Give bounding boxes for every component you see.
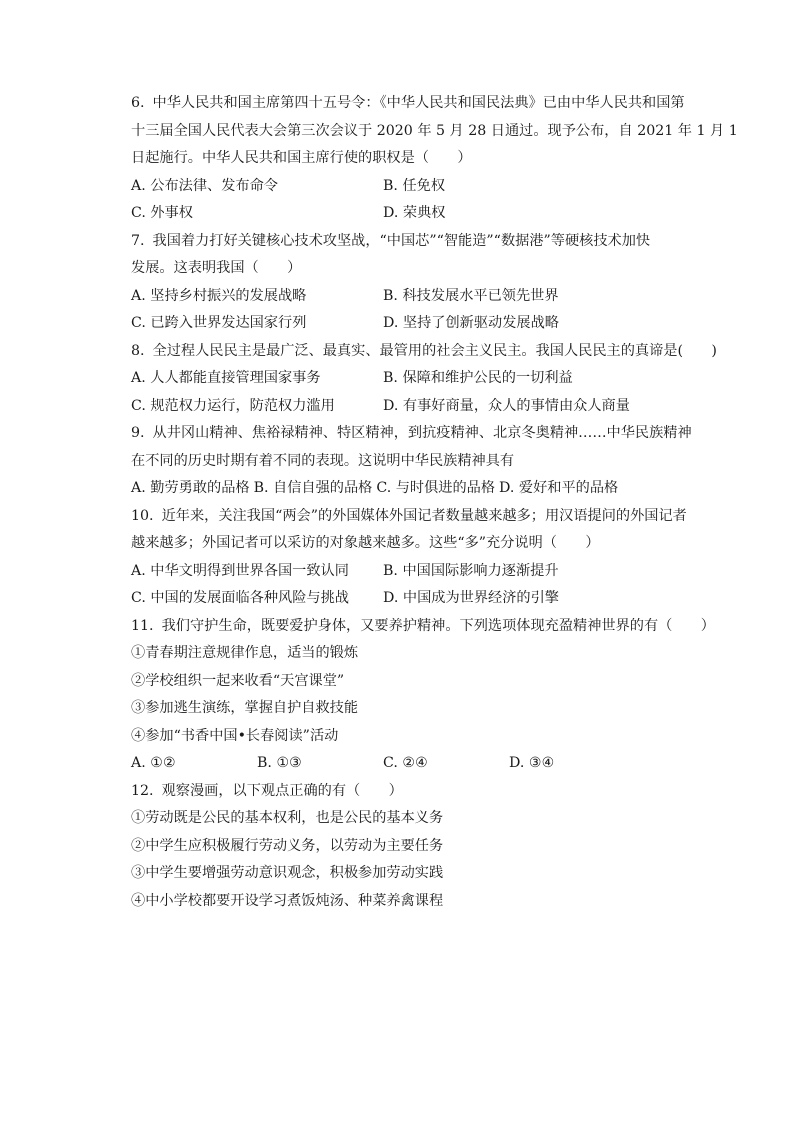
question-text: 十三届全国人民代表大会第三次会议于 2020 年 5 月 28 日通过。现予公布，自 2021 年 1 月 1 [131, 122, 738, 139]
question-number: 10. [131, 507, 154, 524]
question-6 [131, 90, 738, 228]
statement-item: ②中学生应积极履行劳动义务，以劳动为主要任务 [131, 837, 444, 854]
question-text: 越来越多；外国记者可以采访的对象越来越多。这些“多”充分说明（ ） [131, 535, 600, 551]
option-c[interactable]: C. ②④ [383, 755, 428, 771]
statement-item: ③中学生要增强劳动意识观念，积极参加劳动实践 [131, 865, 444, 881]
question-8 [131, 338, 717, 421]
option-a[interactable]: A. ①② [131, 755, 176, 771]
question-text: 全过程人民民主是最广泛、最真实、最管用的社会主义民主。我国人民民主的真谛是( ) [152, 342, 717, 359]
question-12 [131, 778, 701, 916]
question-7 [131, 228, 701, 338]
option-b[interactable]: B. 中国国际影响力逐渐提升 [383, 562, 559, 579]
option-a[interactable]: A. 人人都能直接管理国家事务 [131, 370, 321, 386]
option-row [131, 283, 701, 311]
option-a[interactable]: A. 公布法律、发布命令 [131, 177, 278, 194]
option-a[interactable]: A. 勤劳勇敢的品格 [131, 480, 250, 496]
option-row [131, 475, 701, 503]
statement-item: ②学校组织一起来收看“天宫课堂” [131, 672, 345, 689]
option-d[interactable]: D. 荣典权 [383, 205, 446, 221]
option-d[interactable]: D. 爱好和平的品格 [499, 480, 619, 496]
statement-item: ④参加“书香中国•长春阅读”活动 [131, 727, 339, 744]
question-text: 在不同的历史时期有着不同的表现。这说明中华民族精神具有 [131, 452, 515, 469]
statement-item: ③参加逃生演练，掌握自护自救技能 [131, 700, 359, 716]
option-row [131, 393, 701, 421]
option-b[interactable]: B. 任免权 [383, 177, 446, 194]
option-c[interactable]: C. 外事权 [131, 205, 193, 221]
question-text: 我国着力打好关键核心技术攻坚战，“中国芯”“智能造”“数据港”等硬核技术加快 [152, 232, 651, 249]
question-number: 7. [131, 232, 145, 249]
question-text: 近年来，关注我国“两会”的外国媒体外国记者数量越来越多；用汉语提问的外国记者 [161, 507, 687, 524]
option-b[interactable]: B. ①③ [257, 755, 302, 771]
option-c[interactable]: C. 已跨入世界发达国家行列 [131, 315, 307, 331]
question-9 [131, 420, 701, 503]
option-b[interactable]: B. 保障和维护公民的一切利益 [383, 370, 573, 386]
option-d[interactable]: D. 中国成为世界经济的引擎 [383, 590, 559, 606]
question-text: 观察漫画，以下观点正确的有（ ） [161, 782, 403, 799]
option-d[interactable]: D. 有事好商量，众人的事情由众人商量 [383, 397, 630, 414]
option-row [131, 173, 701, 201]
question-text: 从井冈山精神、焦裕禄精神、特区精神，到抗疫精神、北京冬奥精神……中华民族精神 [152, 425, 692, 441]
question-text: 发展。这表明我国（ ） [131, 260, 302, 276]
option-c[interactable]: C. 规范权力运行，防范权力滥用 [131, 397, 335, 414]
option-row [131, 585, 701, 613]
option-row [131, 200, 701, 228]
option-a[interactable]: A. 中华文明得到世界各国一致认同 [131, 562, 349, 579]
question-number: 12. [131, 782, 154, 799]
question-number: 8. [131, 342, 145, 359]
statement-item: ④中小学校都要开设学习煮饭炖汤、种菜养禽课程 [131, 892, 444, 909]
option-b[interactable]: B. 科技发展水平已领先世界 [383, 287, 559, 304]
statement-item: ①青春期注意规律作息，适当的锻炼 [131, 645, 359, 661]
option-c[interactable]: C. 中国的发展面临各种风险与挑战 [131, 590, 349, 606]
statement-item: ①劳动既是公民的基本权利，也是公民的基本义务 [131, 810, 444, 826]
question-page [131, 90, 738, 915]
question-11 [131, 613, 715, 778]
question-number: 9. [131, 425, 145, 441]
option-b[interactable]: B. 自信自强的品格 [253, 480, 373, 496]
question-number: 6. [131, 95, 145, 111]
option-d[interactable]: D. ③④ [509, 755, 555, 771]
option-row [131, 750, 701, 778]
question-text: 我们守护生命，既要爱护身体，又要养护精神。下列选项体现充盈精神世界的有（ ） [161, 617, 715, 634]
option-row [131, 558, 701, 586]
option-a[interactable]: A. 坚持乡村振兴的发展战略 [131, 287, 307, 304]
option-c[interactable]: C. 与时俱进的品格 [376, 480, 496, 496]
option-d[interactable]: D. 坚持了创新驱动发展战略 [383, 315, 559, 331]
question-text: 日起施行。中华人民共和国主席行使的职权是（ ） [131, 150, 472, 166]
question-10 [131, 503, 701, 613]
question-text: 中华人民共和国主席第四十五号令：《中华人民共和国民法典》已由中华人民共和国第 [152, 95, 685, 111]
option-row [131, 365, 701, 393]
question-number: 11. [131, 617, 154, 634]
option-row [131, 310, 701, 338]
